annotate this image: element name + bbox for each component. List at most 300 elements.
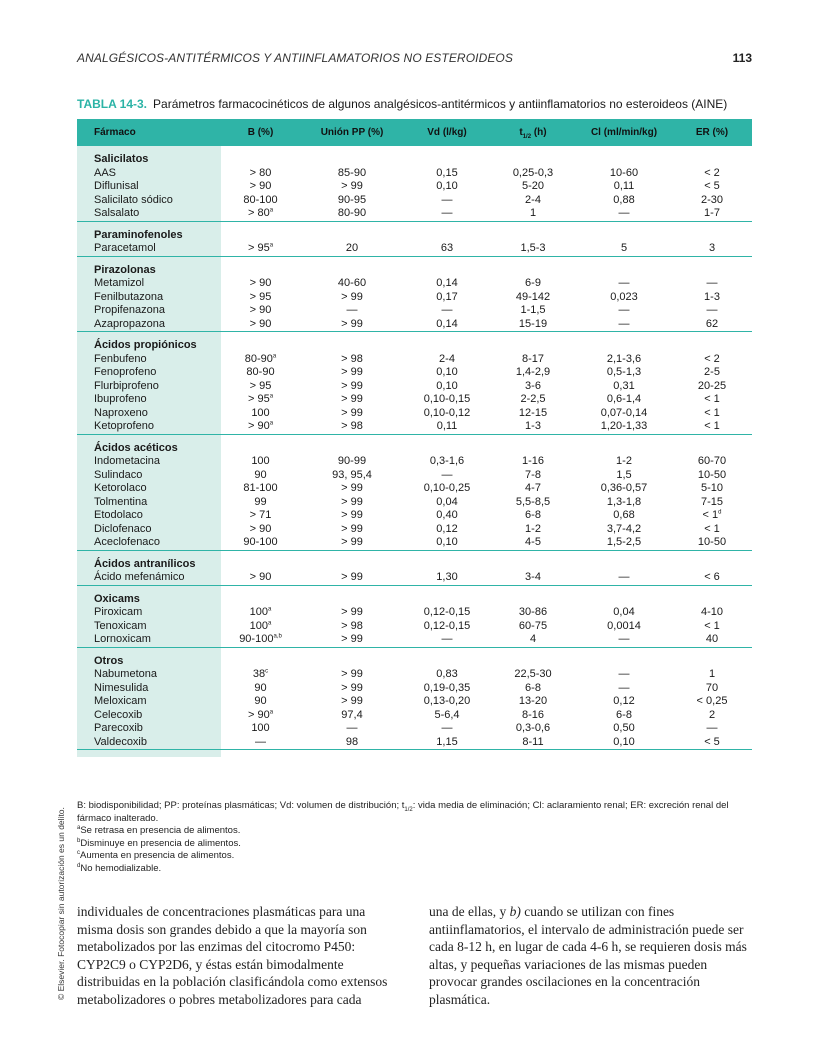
cell-half-life xyxy=(490,736,576,750)
cell-clearance xyxy=(576,304,672,318)
drug-name: Naproxeno xyxy=(77,407,221,421)
empty-cell xyxy=(404,558,490,572)
cell-half-life xyxy=(490,606,576,620)
group-title-row xyxy=(77,229,752,243)
cell-value: 30-86 xyxy=(518,606,548,618)
cell-value: > 99 xyxy=(341,482,363,494)
cell-clearance xyxy=(576,455,672,469)
cell-renal-excretion xyxy=(672,536,752,550)
footnote-text: Se retrasa en presencia de alimentos. xyxy=(80,825,241,836)
cell-renal-excretion xyxy=(672,180,752,194)
cell-clearance xyxy=(576,277,672,291)
footnote-ref: a xyxy=(269,207,274,214)
cell-value: 20-25 xyxy=(697,379,727,392)
table-row xyxy=(77,318,752,332)
spacer-cell xyxy=(672,551,752,558)
cell-value: 2-30 xyxy=(700,193,724,206)
cell-value: 4-10 xyxy=(700,606,724,618)
cell-half-life xyxy=(490,509,576,523)
cell-value: 0,12-0,15 xyxy=(423,619,471,632)
cell-value: — xyxy=(346,304,358,316)
cell-bioavailability xyxy=(221,407,300,421)
cell-value: > 99 xyxy=(341,393,363,405)
empty-cell xyxy=(672,558,752,572)
cell-half-life xyxy=(490,207,576,221)
drug-name: Tenoxicam xyxy=(77,620,221,634)
cell-value: 0,3-1,6 xyxy=(429,455,465,467)
spacer-cell xyxy=(576,648,672,655)
col-header-clearance: Cl (ml/min/kg) xyxy=(576,119,672,146)
table-caption xyxy=(77,97,727,111)
cell-bioavailability xyxy=(221,709,300,723)
cell-value: 4-5 xyxy=(525,536,541,548)
cell-bioavailability xyxy=(221,536,300,550)
cell-renal-excretion xyxy=(672,366,752,380)
spacer-cell xyxy=(404,332,490,339)
cell-value: 62 xyxy=(705,317,719,330)
cell-half-life xyxy=(490,482,576,496)
footnote-mark: a xyxy=(77,824,81,831)
cell-renal-excretion xyxy=(672,523,752,537)
cell-renal-excretion xyxy=(672,722,752,736)
cell-value: 0,10-0,12 xyxy=(423,406,471,419)
cell-value: > 90 xyxy=(249,304,272,316)
cell-value: 2-4 xyxy=(525,193,541,206)
cell-value: 0,14 xyxy=(436,277,458,289)
col-header-half-life xyxy=(490,119,576,146)
cell-protein-binding xyxy=(300,180,404,194)
group-spacer xyxy=(77,750,752,758)
cell-clearance xyxy=(576,620,672,634)
cell-half-life xyxy=(490,469,576,483)
spacer-cell xyxy=(672,222,752,229)
cell-value: 38 xyxy=(252,668,266,680)
cell-volume xyxy=(404,496,490,510)
empty-cell xyxy=(490,153,576,167)
empty-cell xyxy=(221,442,300,456)
cell-value: < 2 xyxy=(704,166,720,179)
cell-bioavailability xyxy=(221,380,300,394)
cell-renal-excretion xyxy=(672,207,752,221)
cell-volume xyxy=(404,469,490,483)
cell-half-life xyxy=(490,571,576,585)
cell-value: 90 xyxy=(254,468,267,481)
cell-value: > 99 xyxy=(341,571,363,583)
cell-renal-excretion xyxy=(672,318,752,332)
cell-value: 2-5 xyxy=(704,366,720,378)
cell-value: 0,25-0,3 xyxy=(512,166,554,179)
cell-value: > 99 xyxy=(341,536,363,548)
spacer-cell xyxy=(221,586,300,593)
table-row xyxy=(77,509,752,523)
cell-value: 90-100 xyxy=(243,536,278,548)
cell-value: — xyxy=(706,722,718,734)
spacer-cell xyxy=(672,435,752,442)
cell-volume xyxy=(404,291,490,305)
cell-protein-binding xyxy=(300,722,404,736)
cell-value: — xyxy=(441,468,453,481)
spacer-cell xyxy=(490,257,576,264)
cell-value: > 98 xyxy=(341,352,363,365)
cell-value: 49-142 xyxy=(515,290,551,303)
cell-protein-binding xyxy=(300,407,404,421)
group-spacer xyxy=(77,146,752,153)
drug-name: Piroxicam xyxy=(77,606,221,620)
cell-value: 0,17 xyxy=(436,290,458,303)
cell-value: 0,10-0,25 xyxy=(423,482,471,494)
spacer-cell xyxy=(300,750,404,758)
cell-value: < 0,25 xyxy=(696,695,728,707)
empty-cell xyxy=(404,264,490,278)
cell-volume xyxy=(404,393,490,407)
spacer-cell xyxy=(77,750,221,758)
cell-value: 3 xyxy=(708,242,716,254)
empty-cell xyxy=(404,339,490,353)
cell-protein-binding xyxy=(300,393,404,407)
cell-bioavailability xyxy=(221,668,300,682)
cell-value: 7-8 xyxy=(525,468,541,481)
footnote-ref: a xyxy=(269,393,274,400)
cell-value: — xyxy=(618,317,630,330)
cell-value: 90-95 xyxy=(337,193,367,206)
drug-name: Nabumetona xyxy=(77,668,221,682)
spacer-cell xyxy=(576,146,672,153)
spacer-cell xyxy=(77,435,221,442)
cell-protein-binding xyxy=(300,420,404,434)
cell-value: > 99 xyxy=(341,317,363,330)
cell-clearance xyxy=(576,571,672,585)
cell-clearance xyxy=(576,736,672,750)
footnote-b xyxy=(77,838,752,851)
empty-cell xyxy=(576,153,672,167)
cell-bioavailability xyxy=(221,695,300,709)
cell-value: 90 xyxy=(254,681,267,694)
cell-value: 5-10 xyxy=(700,482,724,494)
cell-value: 0,07-0,14 xyxy=(600,406,648,419)
cell-value: 100 xyxy=(249,606,268,618)
cell-clearance xyxy=(576,291,672,305)
cell-value: 0,19-0,35 xyxy=(423,681,471,694)
table-row xyxy=(77,571,752,585)
table-row xyxy=(77,304,752,318)
cell-bioavailability xyxy=(221,620,300,634)
cell-value: — xyxy=(346,722,358,734)
group-spacer xyxy=(77,222,752,229)
cell-bioavailability xyxy=(221,509,300,523)
cell-protein-binding xyxy=(300,304,404,318)
drug-name: Fenbufeno xyxy=(77,353,221,367)
cell-value: 93, 95,4 xyxy=(332,468,372,481)
drug-name: Ácido mefenámico xyxy=(77,571,221,585)
group-spacer xyxy=(77,332,752,339)
cell-protein-binding xyxy=(300,380,404,394)
cell-bioavailability xyxy=(221,420,300,434)
cell-value: < 1 xyxy=(704,406,720,419)
cell-value: 1,4-2,9 xyxy=(515,366,551,378)
empty-cell xyxy=(300,264,404,278)
cell-value: 1-1,5 xyxy=(520,304,546,316)
cell-value: > 99 xyxy=(341,406,363,419)
footnote-mark: d xyxy=(77,862,81,869)
footnote-d xyxy=(77,863,752,876)
cell-value: < 5 xyxy=(704,735,720,748)
cell-bioavailability xyxy=(221,353,300,367)
cell-renal-excretion xyxy=(672,380,752,394)
cell-value: > 90 xyxy=(249,277,272,289)
cell-half-life xyxy=(490,304,576,318)
spacer-cell xyxy=(576,586,672,593)
abbrev-text-b: : vida media de eliminación; Cl: aclaramiento renal; ER: excreción renal del fármaco inalterado. xyxy=(77,800,729,824)
half-life-subscript: 1/2 xyxy=(522,134,532,140)
cell-value: 15-19 xyxy=(518,317,548,330)
footnote-mark: c xyxy=(77,849,80,856)
cell-value: 0,31 xyxy=(613,379,635,392)
cell-value: > 99 xyxy=(341,290,363,303)
cell-value: < 1 xyxy=(704,522,720,535)
empty-cell xyxy=(576,442,672,456)
cell-value: 2,1-3,6 xyxy=(606,352,642,365)
cell-value: 1-3 xyxy=(525,420,541,432)
footnote-ref: d xyxy=(718,509,722,516)
cell-volume xyxy=(404,709,490,723)
cell-value: 0,6-1,4 xyxy=(606,393,642,405)
cell-volume xyxy=(404,668,490,682)
cell-protein-binding xyxy=(300,482,404,496)
cell-value: 0,88 xyxy=(613,193,635,206)
cell-value: 0,10-0,15 xyxy=(423,393,471,405)
spacer-cell xyxy=(221,551,300,558)
cell-value: 70 xyxy=(705,681,719,694)
empty-cell xyxy=(300,558,404,572)
table-row xyxy=(77,242,752,256)
spacer-cell xyxy=(672,750,752,758)
cell-value: > 80 xyxy=(247,207,270,219)
cell-bioavailability xyxy=(221,523,300,537)
drug-name: Etodolaco xyxy=(77,509,221,523)
cell-renal-excretion xyxy=(672,668,752,682)
cell-protein-binding xyxy=(300,668,404,682)
cell-value: 90-99 xyxy=(337,455,367,467)
empty-cell xyxy=(300,655,404,669)
cell-renal-excretion xyxy=(672,469,752,483)
cell-volume xyxy=(404,482,490,496)
cell-value: 3,7-4,2 xyxy=(606,522,642,535)
spacer-cell xyxy=(221,750,300,758)
cell-volume xyxy=(404,523,490,537)
running-title: ANALGÉSICOS-ANTITÉRMICOS Y ANTIINFLAMATORIOS NO ESTEROIDEOS xyxy=(77,51,513,65)
cell-volume xyxy=(404,509,490,523)
spacer-cell xyxy=(404,435,490,442)
cell-value: 2-2,5 xyxy=(520,393,546,405)
cell-value: 0,14 xyxy=(436,317,458,330)
cell-value: 1,5 xyxy=(616,468,632,481)
footnote-ref: a xyxy=(269,242,274,249)
spacer-cell xyxy=(221,222,300,229)
cell-bioavailability xyxy=(221,242,300,256)
table-label: TABLA 14-3. xyxy=(77,97,148,111)
group-title-row xyxy=(77,655,752,669)
drug-name: Indometacina xyxy=(77,455,221,469)
spacer-cell xyxy=(490,648,576,655)
body-right-part-c: cuando se utilizan con fines antiinflamatorios, el intervalo de administración puede ser cada 8-12 h, en lugar de cada 4-6 h, se requieren dosis más altas, y pequeñas variaciones de las mismas pueden provocar grandes oscilaciones en la concentración plasmática. xyxy=(429,904,747,1007)
cell-renal-excretion xyxy=(672,353,752,367)
cell-clearance xyxy=(576,695,672,709)
table-row xyxy=(77,469,752,483)
drug-name: AAS xyxy=(77,167,221,181)
cell-half-life xyxy=(490,633,576,647)
cell-value: 13-20 xyxy=(518,695,548,707)
cell-value: 100 xyxy=(251,406,270,419)
cell-volume xyxy=(404,606,490,620)
cell-value: 100 xyxy=(251,722,270,734)
cell-volume xyxy=(404,620,490,634)
col-header-renal-excretion: ER (%) xyxy=(672,119,752,146)
cell-value: 0,04 xyxy=(613,606,635,618)
spacer-cell xyxy=(576,551,672,558)
empty-cell xyxy=(404,442,490,456)
group-title: Pirazolonas xyxy=(77,264,221,278)
drug-name: Metamizol xyxy=(77,277,221,291)
cell-clearance xyxy=(576,380,672,394)
cell-clearance xyxy=(576,709,672,723)
table-title: Parámetros farmacocinéticos de algunos analgésicos-antitérmicos y antiinflamatorios no esteroideos (AINE) xyxy=(153,97,728,111)
body-column-left: individuales de concentraciones plasmáticas para una misma dosis son grandes debido a que la mayoría son metabolizados por las enzimas del citocromo P450: CYP2C9 o CYP2D6, y éstas están bimodalmente distribuidas en la población clasificándola como extensos metabolizadores o pobres metabolizadores para cada xyxy=(77,904,388,1007)
cell-clearance xyxy=(576,366,672,380)
cell-half-life xyxy=(490,420,576,434)
cell-value: 80-100 xyxy=(243,193,278,206)
footnote-c xyxy=(77,850,752,863)
empty-cell xyxy=(490,558,576,572)
drug-name: Parecoxib xyxy=(77,722,221,736)
drug-name: Flurbiprofeno xyxy=(77,380,221,394)
cell-value: 97,4 xyxy=(341,708,363,721)
table-row xyxy=(77,380,752,394)
cell-renal-excretion xyxy=(672,455,752,469)
cell-value: < 1 xyxy=(704,619,720,632)
cell-bioavailability xyxy=(221,318,300,332)
cell-value: 80-90 xyxy=(244,352,273,365)
body-right-enum: b) xyxy=(509,904,521,919)
cell-bioavailability xyxy=(221,496,300,510)
footnote-text: No hemodializable. xyxy=(80,862,162,874)
empty-cell xyxy=(672,442,752,456)
spacer-cell xyxy=(672,332,752,339)
cell-value: 1-16 xyxy=(521,455,545,467)
half-life-symbol: t xyxy=(519,127,523,138)
cell-value: 80-90 xyxy=(246,366,275,378)
cell-volume xyxy=(404,380,490,394)
cell-bioavailability xyxy=(221,736,300,750)
cell-value: > 95 xyxy=(247,393,270,405)
spacer-cell xyxy=(300,551,404,558)
table-row xyxy=(77,709,752,723)
cell-value: 0,10 xyxy=(436,366,458,378)
spacer-cell xyxy=(300,435,404,442)
cell-value: 2-4 xyxy=(439,352,455,365)
spacer-cell xyxy=(576,257,672,264)
group-spacer xyxy=(77,257,752,264)
table-row xyxy=(77,194,752,208)
cell-value: — xyxy=(618,207,630,219)
spacer-cell xyxy=(221,257,300,264)
cell-value: < 5 xyxy=(704,180,720,192)
empty-cell xyxy=(404,593,490,607)
cell-bioavailability xyxy=(221,393,300,407)
group-title: Ácidos antranílicos xyxy=(77,558,221,572)
cell-renal-excretion xyxy=(672,682,752,696)
cell-value: > 99 xyxy=(341,509,363,521)
cell-protein-binding xyxy=(300,469,404,483)
spacer-cell xyxy=(404,146,490,153)
cell-value: 0,11 xyxy=(436,420,458,432)
cell-value: 0,12-0,15 xyxy=(423,606,471,618)
cell-clearance xyxy=(576,393,672,407)
drug-name: Fenoprofeno xyxy=(77,366,221,380)
cell-protein-binding xyxy=(300,353,404,367)
cell-bioavailability xyxy=(221,482,300,496)
drug-name: Sulindaco xyxy=(77,469,221,483)
running-header xyxy=(77,51,752,69)
drug-name: Propifenazona xyxy=(77,304,221,318)
table-row xyxy=(77,420,752,434)
cell-half-life xyxy=(490,709,576,723)
cell-value: 6-8 xyxy=(525,681,541,694)
cell-value: — xyxy=(618,681,630,694)
empty-cell xyxy=(490,339,576,353)
cell-half-life xyxy=(490,536,576,550)
cell-value: 81-100 xyxy=(243,482,278,494)
empty-cell xyxy=(404,229,490,243)
table-body xyxy=(77,146,752,757)
spacer-cell xyxy=(77,257,221,264)
copyright-notice: © Elsevier. Fotocopiar sin autorización es un delito. xyxy=(56,807,66,1000)
cell-value: 0,68 xyxy=(613,509,635,521)
footnote-ref: a xyxy=(268,619,272,626)
cell-clearance xyxy=(576,509,672,523)
cell-value: > 90 xyxy=(249,317,272,330)
cell-volume xyxy=(404,366,490,380)
group-spacer xyxy=(77,586,752,593)
cell-value: > 90 xyxy=(249,571,272,583)
abbreviations-note xyxy=(77,800,752,825)
group-title: Salicilatos xyxy=(77,153,221,167)
cell-value: 0,15 xyxy=(436,166,458,179)
cell-half-life xyxy=(490,242,576,256)
cell-value: 1-2 xyxy=(616,455,632,467)
cell-half-life xyxy=(490,366,576,380)
cell-clearance xyxy=(576,194,672,208)
col-header-volume: Vd (l/kg) xyxy=(404,119,490,146)
cell-value: 99 xyxy=(254,495,267,508)
group-title: Otros xyxy=(77,655,221,669)
cell-value: < 1 xyxy=(702,509,719,521)
cell-value: 0,12 xyxy=(613,695,635,707)
spacer-cell xyxy=(672,648,752,655)
cell-clearance xyxy=(576,668,672,682)
cell-volume xyxy=(404,207,490,221)
table-row xyxy=(77,682,752,696)
cell-value: 90-100 xyxy=(239,633,274,645)
cell-clearance xyxy=(576,523,672,537)
cell-value: 85-90 xyxy=(337,166,367,179)
empty-cell xyxy=(404,153,490,167)
cell-clearance xyxy=(576,606,672,620)
cell-bioavailability xyxy=(221,455,300,469)
cell-value: 0,36-0,57 xyxy=(600,482,648,494)
cell-clearance xyxy=(576,353,672,367)
cell-half-life xyxy=(490,353,576,367)
cell-value: 1,5-3 xyxy=(520,242,546,254)
